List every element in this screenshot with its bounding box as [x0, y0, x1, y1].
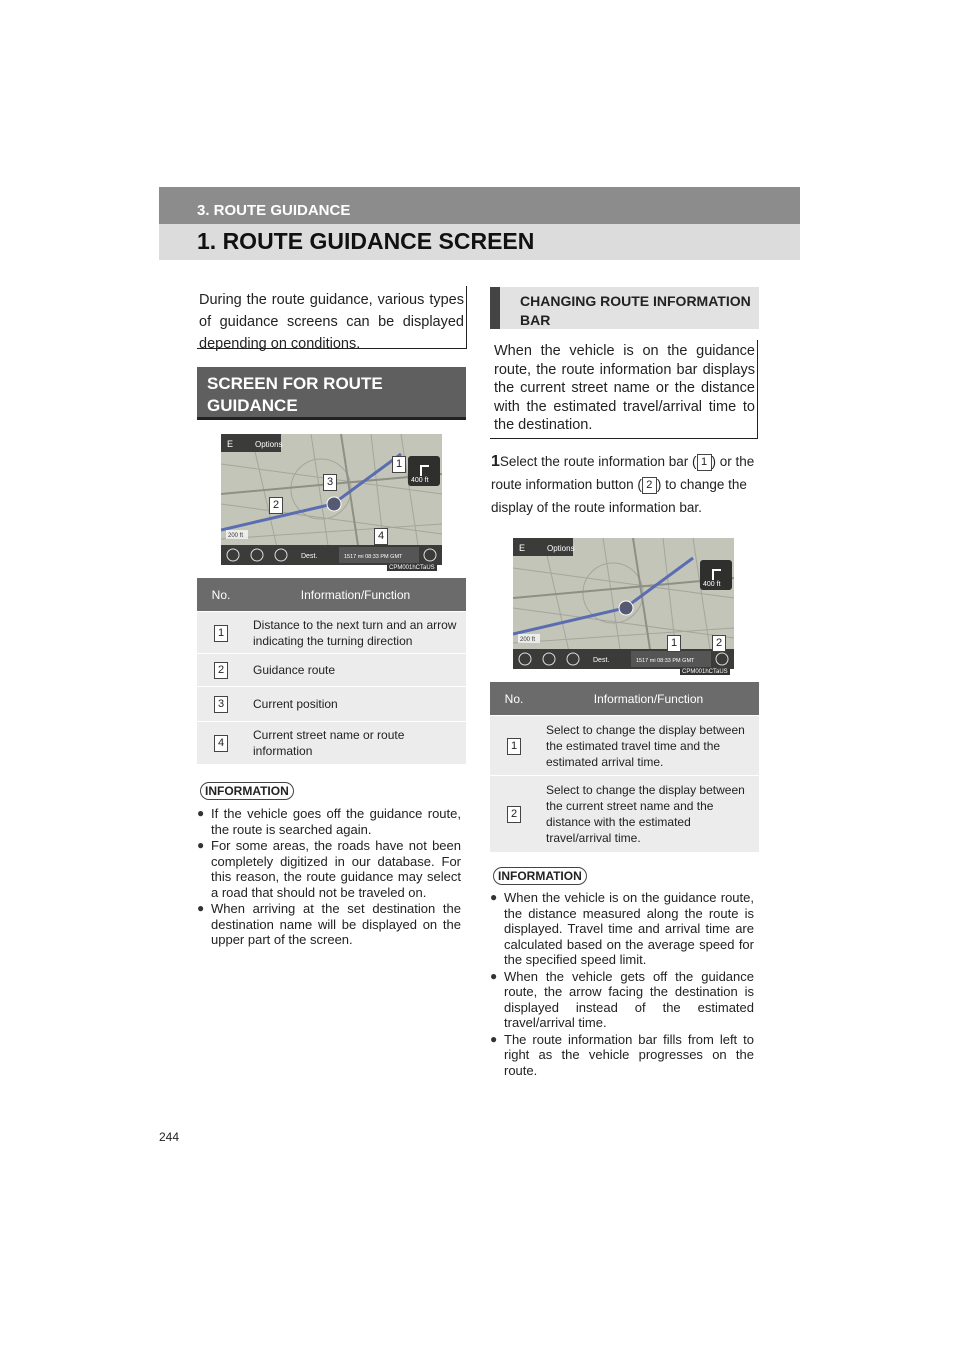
info-label-left: INFORMATION: [200, 782, 294, 800]
list-item: ● When the vehicle is on the guidance route, the distance measured along the route is displayed. Travel time and arrival time are calculated based on the average speed for the specified speed limit.: [490, 890, 754, 968]
map1-scale: 200 ft: [228, 533, 244, 539]
table-row: 1 Select to change the display between the estimated travel time and the estimated arrival time.: [490, 716, 759, 776]
map1-callout-3: 3: [323, 472, 337, 491]
table2-col-info: Information/Function: [538, 682, 759, 716]
map1-dest-label: Dest.: [301, 553, 318, 560]
table-row: 3 Current position: [197, 687, 466, 722]
map2-scale: 200 ft: [520, 637, 536, 643]
page-title: 1. ROUTE GUIDANCE SCREEN: [197, 228, 535, 254]
screen-section-heading-text: SCREEN FOR ROUTE GUIDANCE: [207, 374, 383, 415]
guidance-screen-image: [221, 434, 442, 565]
table-row: 2 Guidance route: [197, 654, 466, 687]
map1-code: CPM001hCTaUS: [389, 565, 435, 571]
map1-bar-text: 1517 mi 08:33 PM GMT: [344, 554, 403, 560]
intro-text: During the route guidance, various types of guidance screens can be displayed depending on conditions.: [199, 292, 464, 352]
table-row: 1 Distance to the next turn and an arrow indicating the turning direction: [197, 612, 466, 654]
table-row: 4 Current street name or route information: [197, 722, 466, 764]
route-info-bar-image: [513, 538, 734, 669]
section-header-text: 3. ROUTE GUIDANCE: [197, 202, 351, 219]
map2-options-label: Options: [547, 544, 575, 553]
map2-dest-label: Dest.: [593, 657, 610, 664]
list-item: ● If the vehicle goes off the guidance route, the route is searched again.: [197, 806, 461, 837]
table1-col-no: No.: [197, 578, 245, 612]
svg-text:E: E: [519, 543, 526, 553]
step-number: 1: [491, 453, 500, 470]
page-number: 244: [159, 1130, 180, 1144]
map1-distance: 400 ft: [411, 477, 429, 484]
change-section-heading-text: CHANGING ROUTE INFORMATION BAR: [520, 293, 751, 328]
screen-section-heading: [197, 367, 466, 420]
map2-callout-2: 2: [712, 633, 726, 652]
map1-options-label: Options: [255, 440, 283, 449]
list-item: ● The route information bar fills from left to right as the vehicle progresses on the route.: [490, 1032, 754, 1079]
table-row: 2 Select to change the display between the current street name and the distance with the estimated travel/arrival time.: [490, 776, 759, 852]
list-item: ● When arriving at the set destination the destination name will be displayed on the upper part of the screen.: [197, 901, 461, 948]
map2-bar-text: 1517 mi 08:33 PM GMT: [636, 658, 695, 664]
map2-callout-1: 1: [667, 633, 681, 652]
list-item: ● When the vehicle gets off the guidance route, the arrow facing the destination is displayed instead of the estimated travel/arrival time.: [490, 969, 754, 1031]
map1-callout-1: 1: [392, 454, 406, 473]
map2-code: CPM001hCTaUS: [682, 669, 728, 675]
change-intro-box: [490, 340, 758, 439]
change-intro-text: When the vehicle is on the guidance route, the route information bar displays the current street name or the distance with the estimated travel/arrival time to the destination.: [494, 343, 755, 433]
list-item: ● For some areas, the roads have not been completely digitized in our database. For this reason, the route guidance may select a road that should not be traveled on.: [197, 838, 461, 900]
map2-distance: 400 ft: [703, 581, 721, 588]
map1-callout-2: 2: [269, 495, 283, 514]
page-title-bar: [159, 224, 800, 260]
map1-callout-4: 4: [374, 526, 388, 545]
info-list-left: [197, 806, 461, 949]
table2-col-no: No.: [490, 682, 538, 716]
table1-col-info: Information/Function: [245, 578, 466, 612]
info-label-right: INFORMATION: [493, 867, 587, 885]
change-info-table: [490, 682, 759, 852]
screen-info-table: [197, 578, 466, 764]
section-header-bar: [159, 187, 800, 224]
change-section-heading: [490, 287, 759, 329]
intro-box: [197, 286, 467, 352]
info-list-right: [490, 890, 754, 1079]
svg-text:E: E: [227, 439, 234, 449]
step-1: 1Select the route information bar ( 1 ) or the route information button ( 2 ) to change the display of the route information bar.: [491, 453, 755, 515]
